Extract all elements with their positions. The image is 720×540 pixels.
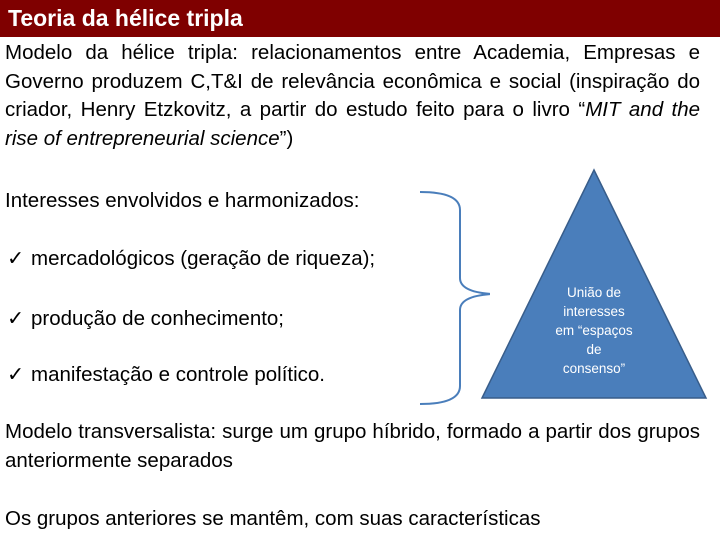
interest-item-political xyxy=(7,361,325,389)
book-title: MIT and the rise of entrepreneurial science xyxy=(5,98,701,150)
checkmark-icon: ✓ xyxy=(7,307,25,330)
title-bar xyxy=(0,0,720,37)
triangle-label-line: de xyxy=(586,342,602,357)
checkmark-icon: ✓ xyxy=(7,363,25,386)
interest-item-knowledge xyxy=(7,305,284,333)
intro-suffix: ”) xyxy=(279,126,294,150)
triangle-label-line: União de xyxy=(566,285,622,300)
intro-prefix: Modelo da hélice tripla: relacionamentos entre Academia, Empresas e Governo produzem C,T&I de relevância econômica e social (inspiração do criador, Henry Etzkovitz, a partir do estudo feito para o livro “ xyxy=(5,41,700,121)
model-paragraph: Modelo transversalista: surge um grupo híbrido, formado a partir dos grupos anteriormente separados xyxy=(5,420,700,472)
slide-title: Teoria da hélice tripla xyxy=(8,5,243,31)
triangle-label-line: consenso” xyxy=(562,361,626,376)
interest-label: manifestação e controle político. xyxy=(31,363,325,386)
checkmark-icon: ✓ xyxy=(7,247,25,270)
triangle-label-line: interesses xyxy=(563,304,625,319)
interest-item-market xyxy=(7,245,375,273)
interest-label: produção de conhecimento; xyxy=(31,307,285,330)
interests-heading: Interesses envolvidos e harmonizados: xyxy=(5,189,360,212)
interest-label: mercadológicos (geração de riqueza); xyxy=(31,247,376,270)
closing-paragraph: Os grupos anteriores se mantêm, com suas características xyxy=(5,507,541,530)
triangle-label-line: em “espaços xyxy=(555,323,633,338)
intro-paragraph xyxy=(5,39,700,153)
triangle-label xyxy=(535,283,653,378)
